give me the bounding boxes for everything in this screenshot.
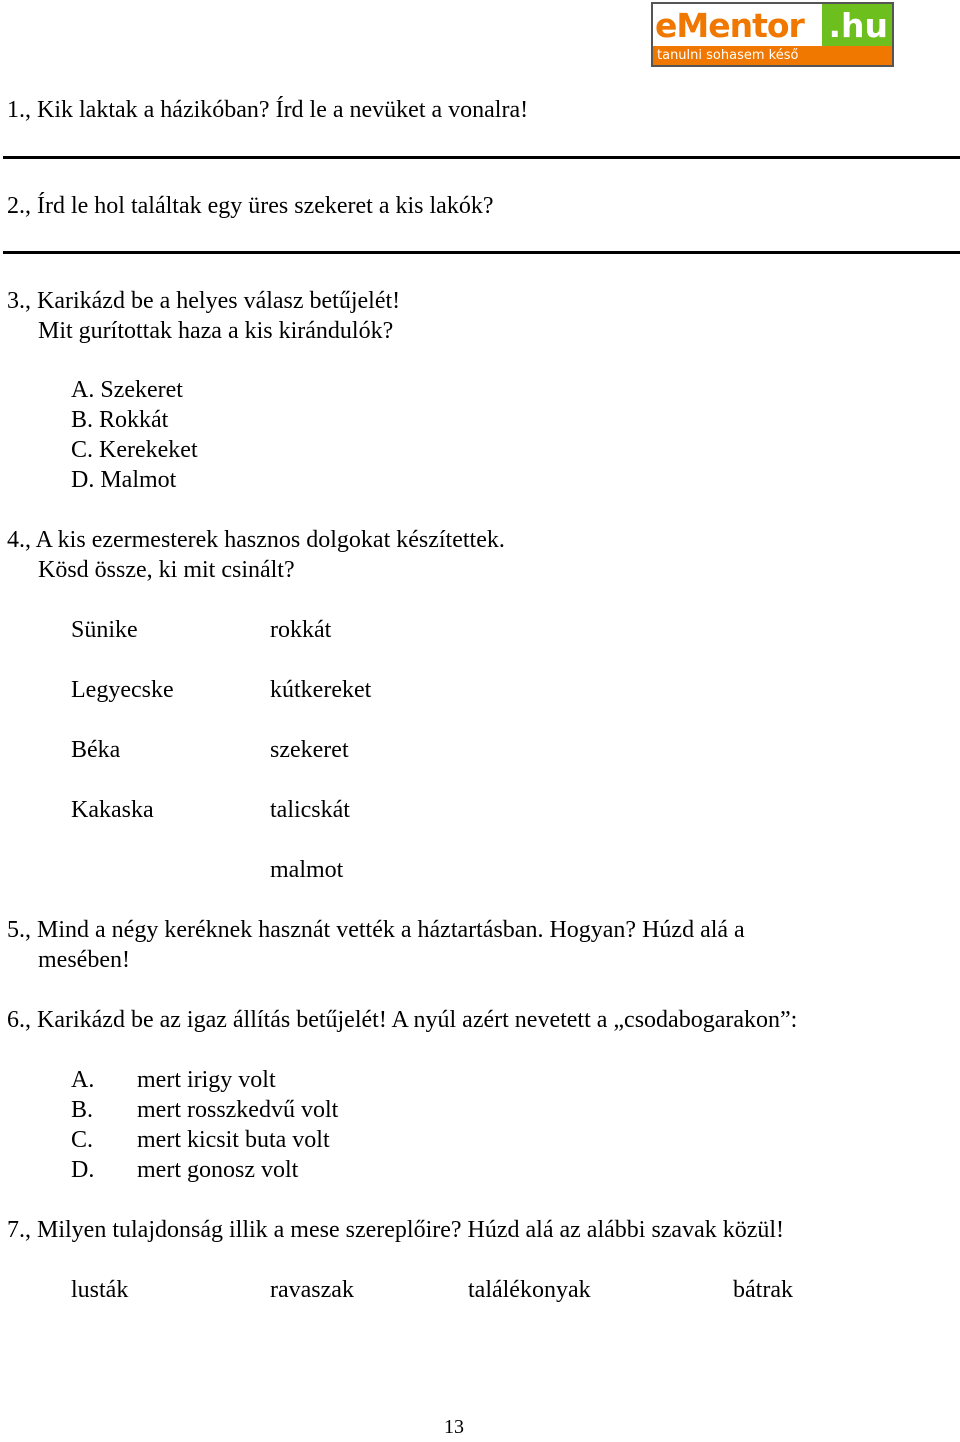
q6-option-d-text: mert gonosz volt bbox=[137, 1157, 299, 1183]
q6-option-c-letter[interactable]: C. bbox=[71, 1127, 94, 1153]
q3-option-b[interactable]: B. Rokkát bbox=[71, 407, 169, 433]
q7-word[interactable]: találékonyak bbox=[468, 1277, 591, 1303]
question-6: 6., Karikázd be az igaz állítás betűjelét! A nyúl azért nevetett a „csodabogarakon”: bbox=[7, 1007, 798, 1033]
question-4-instruction: 4., A kis ezermesterek hasznos dolgokat készítettek. bbox=[7, 527, 505, 553]
q4-object-item[interactable]: talicskát bbox=[270, 797, 350, 823]
q4-object-item[interactable]: szekeret bbox=[270, 737, 349, 763]
q4-object-item[interactable]: malmot bbox=[270, 857, 344, 883]
logo-tagline-band bbox=[653, 46, 892, 65]
q3-option-d[interactable]: D. Malmot bbox=[71, 467, 177, 493]
q7-word[interactable]: ravaszak bbox=[270, 1277, 354, 1303]
question-1: 1., Kik laktak a házikóban? Írd le a nevüket a vonalra! bbox=[7, 97, 529, 123]
logo-tagline: tanulni sohasem késő bbox=[657, 48, 799, 63]
ementor-logo bbox=[651, 2, 894, 67]
q4-name-item[interactable]: Sünike bbox=[71, 617, 138, 643]
page-number: 13 bbox=[444, 1416, 464, 1438]
question-5-line-2: mesében! bbox=[38, 947, 130, 973]
q4-object-item[interactable]: kútkereket bbox=[270, 677, 372, 703]
question-4-prompt: Kösd össze, ki mit csinált? bbox=[38, 557, 295, 583]
question-7: 7., Milyen tulajdonság illik a mese szereplőire? Húzd alá az alábbi szavak közül! bbox=[7, 1217, 785, 1243]
q4-name-item[interactable]: Kakaska bbox=[71, 797, 154, 823]
q6-option-a-letter[interactable]: A. bbox=[71, 1067, 95, 1093]
q4-object-item[interactable]: rokkát bbox=[270, 617, 332, 643]
q7-word[interactable]: lusták bbox=[71, 1277, 129, 1303]
q3-option-c[interactable]: C. Kerekeket bbox=[71, 437, 198, 463]
q6-option-c-text: mert kicsit buta volt bbox=[137, 1127, 330, 1153]
logo-name: eMentor bbox=[655, 6, 804, 45]
q4-name-item[interactable]: Béka bbox=[71, 737, 121, 763]
q3-option-a[interactable]: A. Szekeret bbox=[71, 377, 183, 403]
q4-name-item[interactable]: Legyecske bbox=[71, 677, 174, 703]
question-3-prompt: Mit gurítottak haza a kis kirándulók? bbox=[38, 318, 394, 344]
logo-top-band bbox=[653, 4, 892, 48]
logo-domain: .hu bbox=[828, 6, 888, 45]
question-5-line-1: 5., Mind a négy keréknek hasznát vették a háztartásban. Hogyan? Húzd alá a bbox=[7, 917, 745, 943]
answer-line-1[interactable] bbox=[3, 156, 960, 159]
q6-option-d-letter[interactable]: D. bbox=[71, 1157, 95, 1183]
q6-option-b-letter[interactable]: B. bbox=[71, 1097, 94, 1123]
q6-option-a-text: mert irigy volt bbox=[137, 1067, 276, 1093]
q6-option-b-text: mert rosszkedvű volt bbox=[137, 1097, 339, 1123]
question-3-instruction: 3., Karikázd be a helyes válasz betűjelét! bbox=[7, 288, 401, 314]
q7-word[interactable]: bátrak bbox=[733, 1277, 793, 1303]
answer-line-2[interactable] bbox=[3, 251, 960, 254]
logo-domain-box bbox=[822, 4, 892, 48]
question-2: 2., Írd le hol találtak egy üres szekeret a kis lakók? bbox=[7, 193, 494, 219]
